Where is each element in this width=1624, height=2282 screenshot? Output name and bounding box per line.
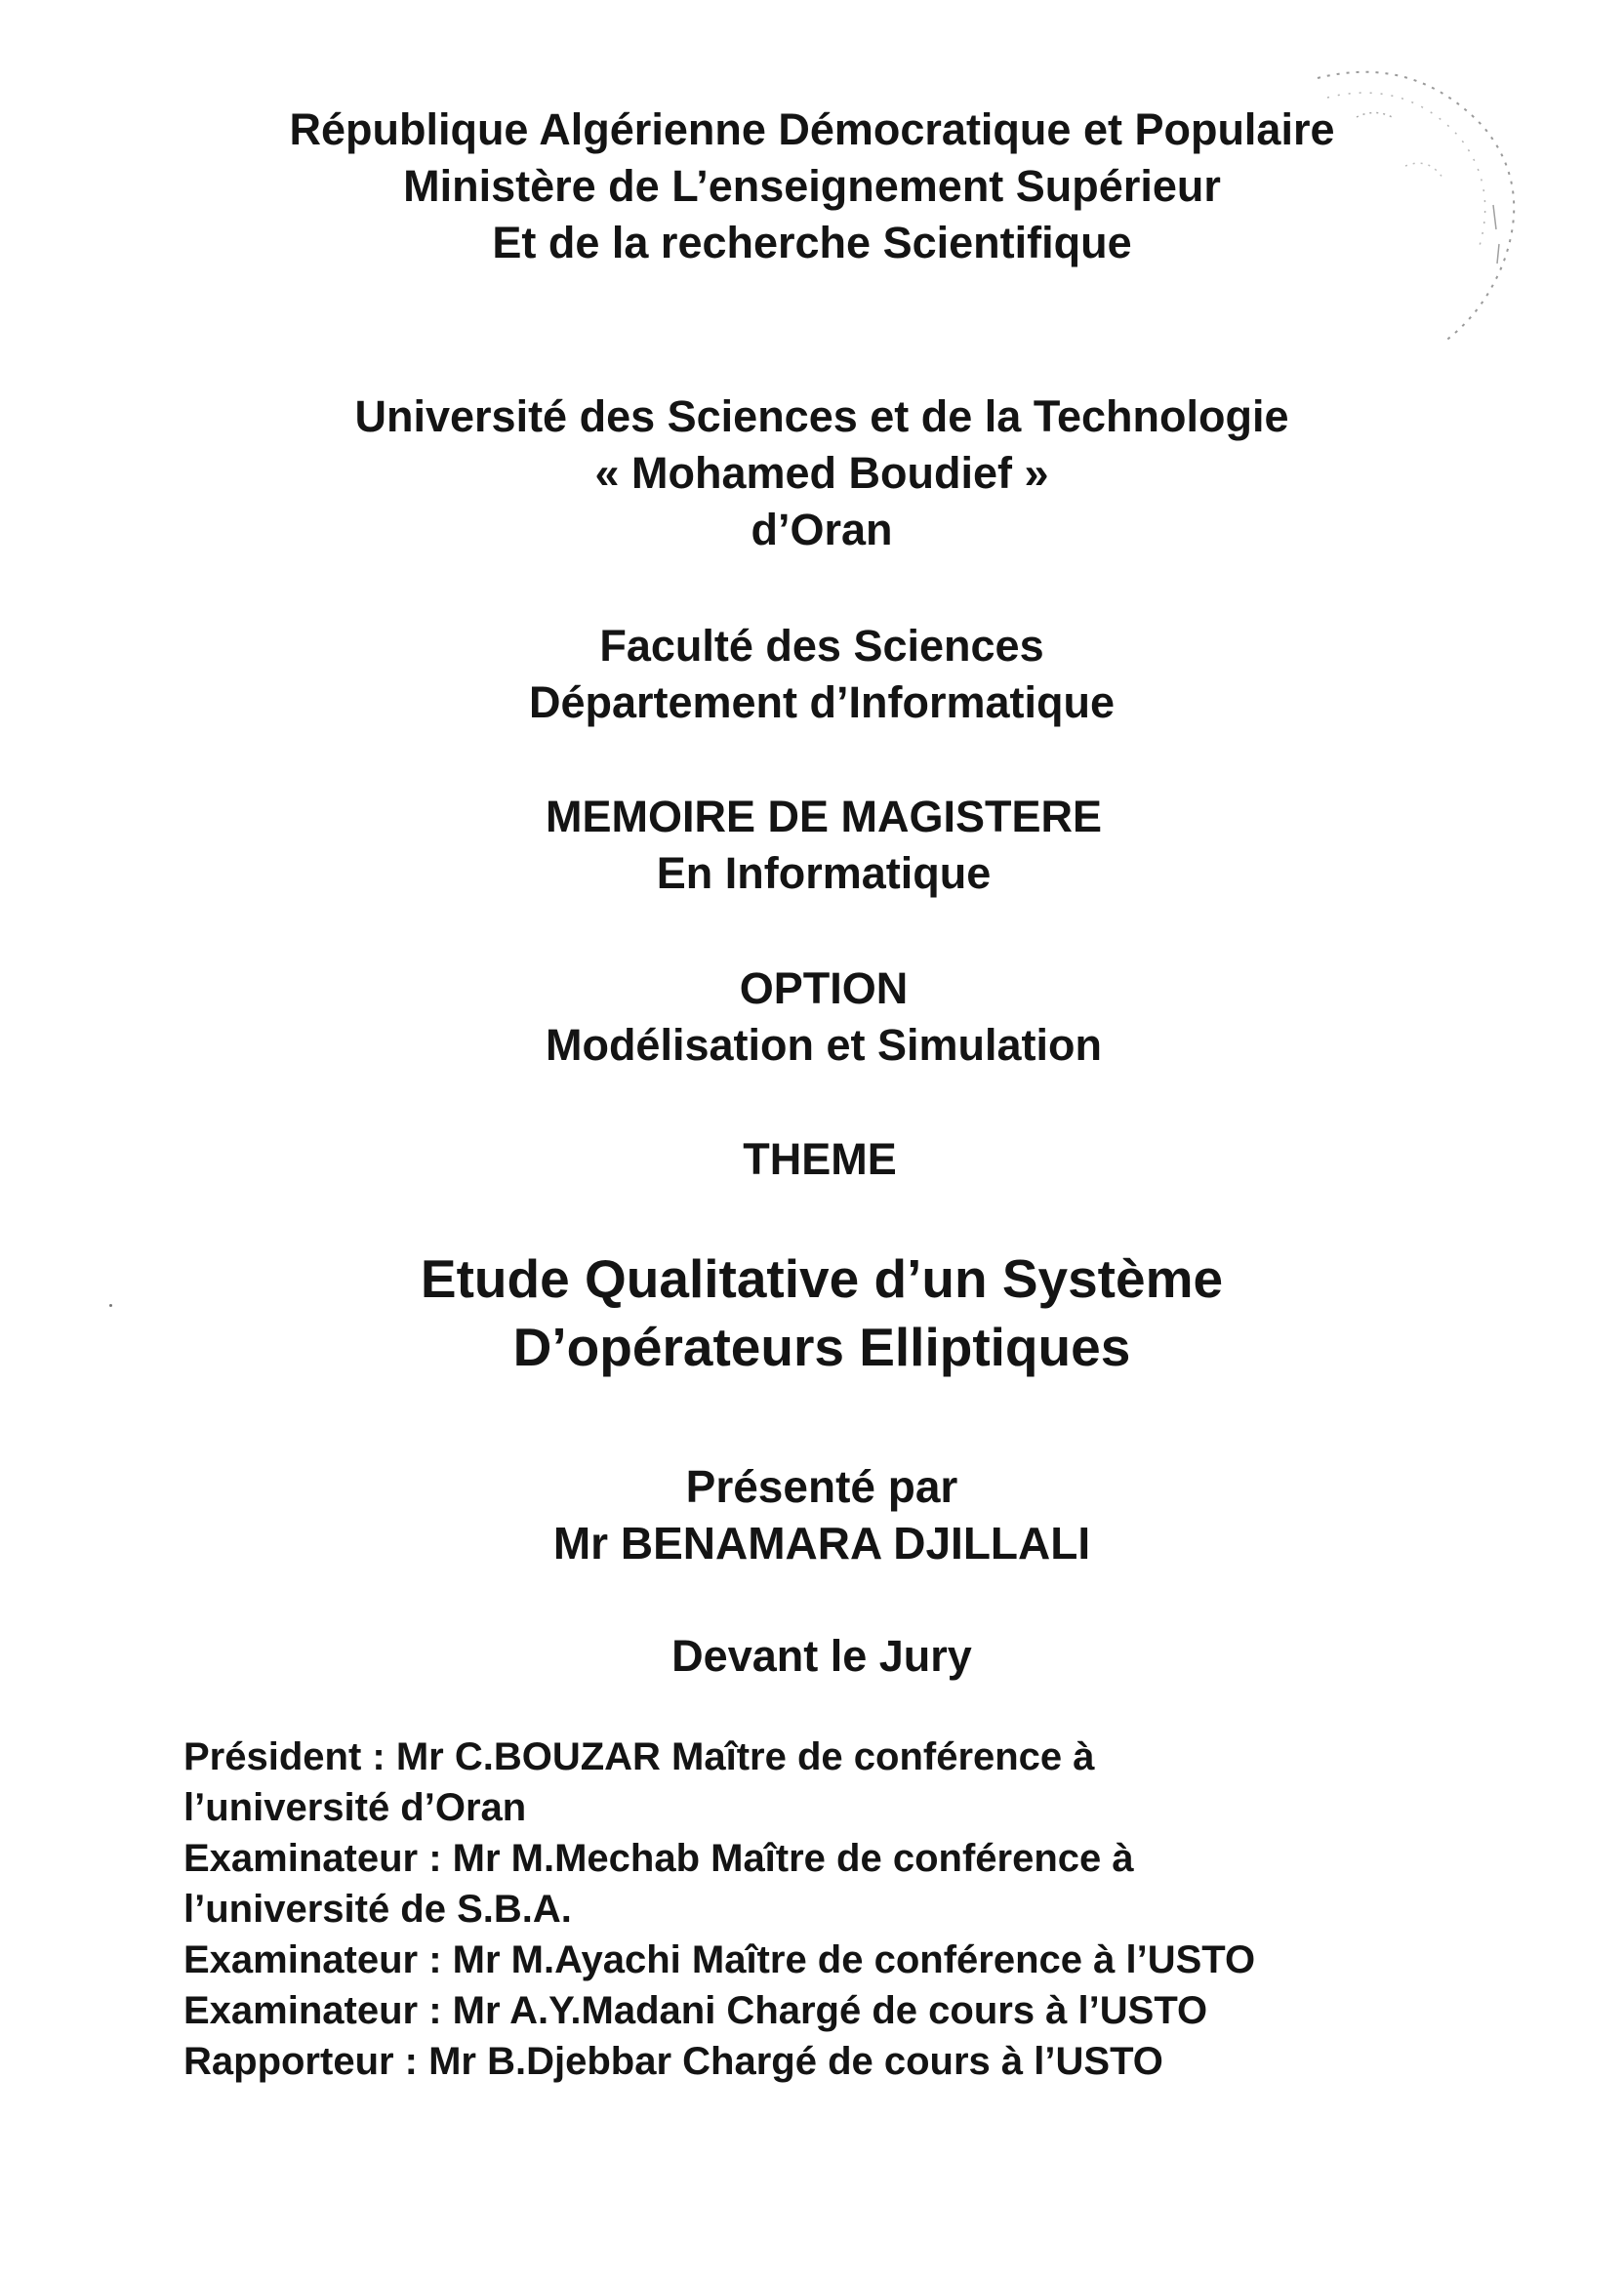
memoire-block bbox=[12, 789, 1624, 902]
republic-line: République Algérienne Démocratique et Populaire bbox=[289, 104, 1335, 154]
degree-title: MEMOIRE DE MAGISTERE bbox=[545, 792, 1103, 841]
faculty-name: Faculté des Sciences bbox=[599, 621, 1044, 671]
presented-by-label: Présenté par bbox=[685, 1461, 958, 1512]
jury-line: Examinateur : Mr M.Mechab Maître de conférence à bbox=[183, 1837, 1134, 1880]
degree-field: En Informatique bbox=[656, 848, 992, 898]
university-name: Université des Sciences et de la Technologie bbox=[354, 391, 1289, 441]
ministry-line: Ministère de L’enseignement Supérieur bbox=[403, 161, 1221, 211]
jury-line: Examinateur : Mr A.Y.Madani Chargé de cours à l’USTO bbox=[183, 1989, 1208, 2032]
thesis-title-line-2: D’opérateurs Elliptiques bbox=[512, 1317, 1131, 1377]
university-city: d’Oran bbox=[751, 505, 893, 554]
theme-label-block bbox=[8, 1131, 1624, 1188]
jury-line: Rapporteur : Mr B.Djebbar Chargé de cours à l’USTO bbox=[183, 2040, 1163, 2083]
faculty-block bbox=[10, 618, 1624, 731]
jury-line: l’université de S.B.A. bbox=[183, 1888, 572, 1931]
option-value: Modélisation et Simulation bbox=[545, 1020, 1103, 1070]
jury-heading-block bbox=[10, 1628, 1624, 1685]
institution-header bbox=[0, 102, 1624, 271]
option-block bbox=[12, 960, 1624, 1074]
jury-line: Président : Mr C.BOUZAR Maître de conférence à bbox=[183, 1735, 1095, 1778]
author-name: Mr BENAMARA DJILLALI bbox=[552, 1518, 1091, 1569]
option-label: OPTION bbox=[739, 963, 909, 1013]
theme-label: THEME bbox=[743, 1134, 897, 1184]
presenter-block bbox=[10, 1458, 1624, 1571]
jury-line: Examinateur : Mr M.Ayachi Maître de conférence à l’USTO bbox=[183, 1938, 1256, 1981]
thesis-title bbox=[10, 1244, 1624, 1381]
jury-label: Devant le Jury bbox=[671, 1631, 972, 1681]
jury-list bbox=[183, 1732, 1452, 2087]
research-line: Et de la recherche Scientifique bbox=[492, 218, 1132, 267]
thesis-title-line-1: Etude Qualitative d’un Système bbox=[420, 1248, 1224, 1309]
university-block bbox=[10, 388, 1624, 558]
department-name: Département d’Informatique bbox=[528, 677, 1116, 727]
university-honoree: « Mohamed Boudief » bbox=[594, 448, 1049, 498]
jury-line: l’université d’Oran bbox=[183, 1786, 527, 1829]
